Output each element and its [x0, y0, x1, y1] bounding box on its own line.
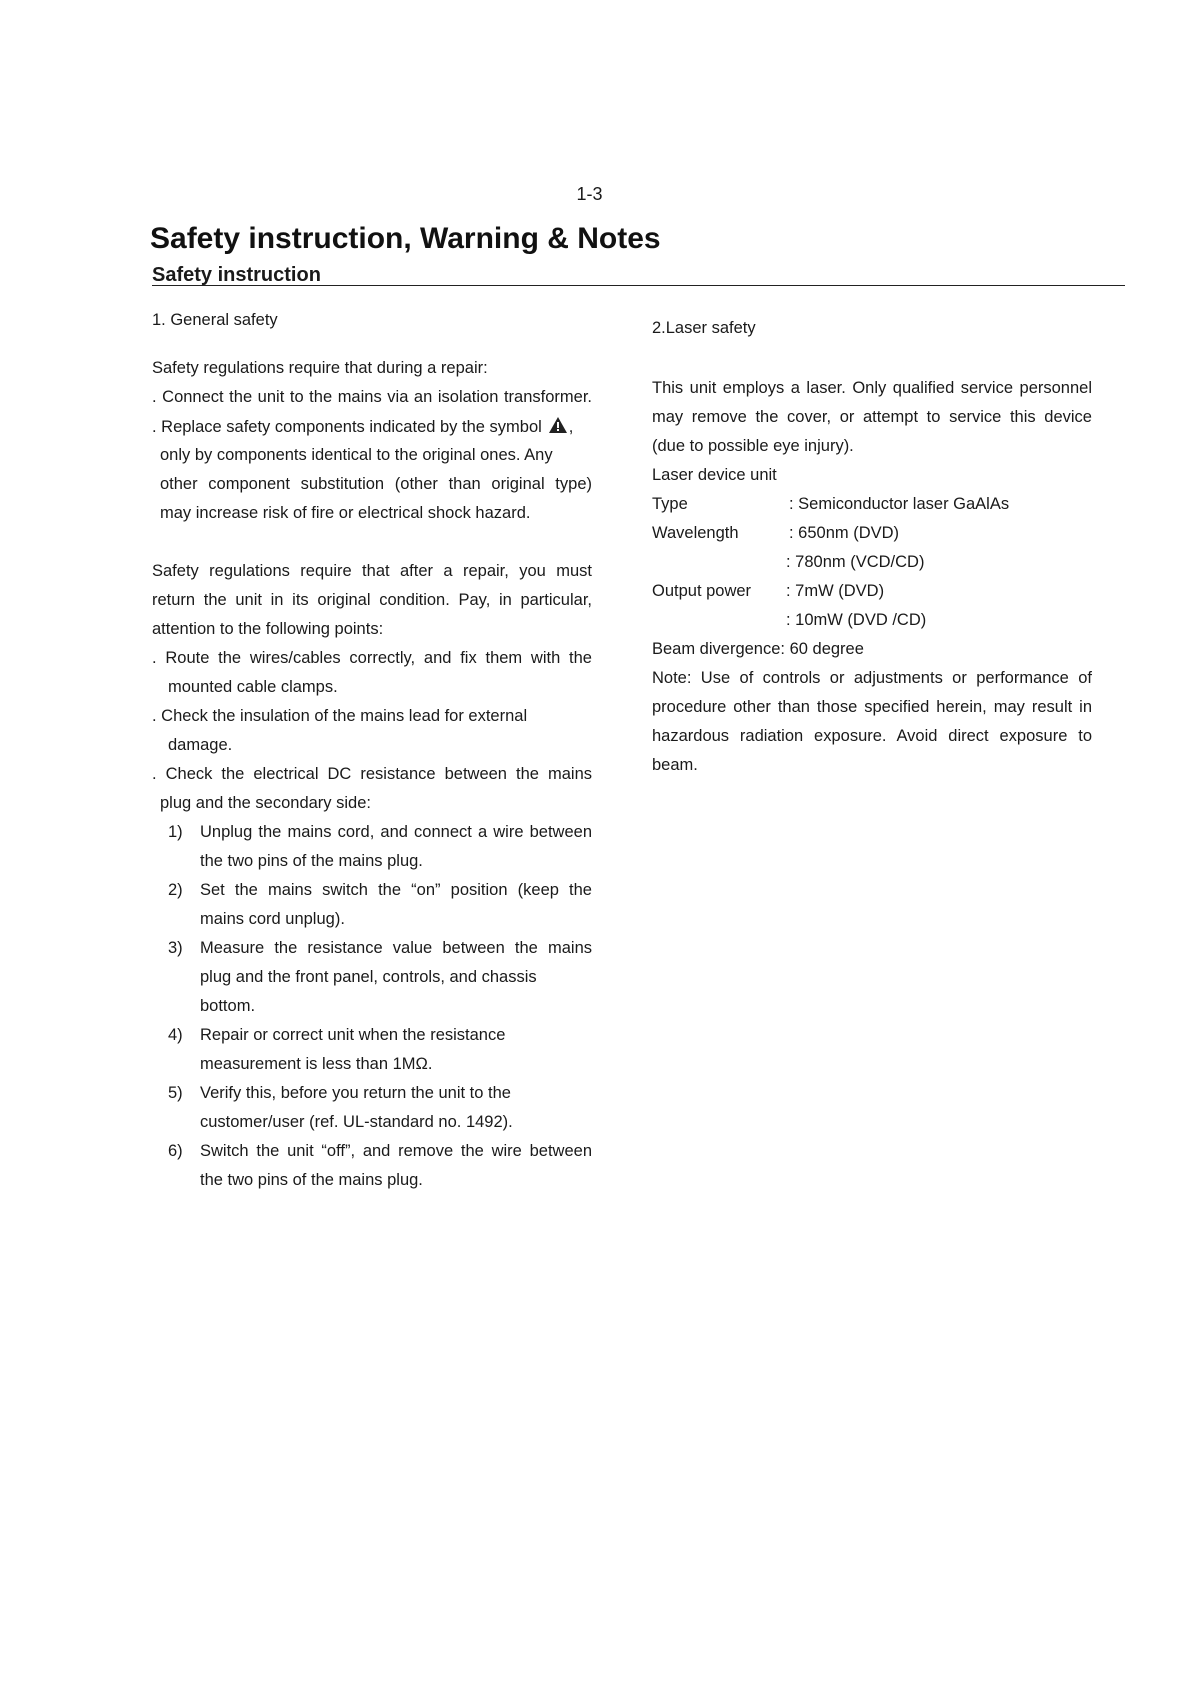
- bullet-safety-components-text: . Replace safety components indicated by the symbol: [152, 418, 542, 436]
- bullet-dc-resistance: . Check the electrical DC resistance between the mains: [152, 765, 592, 783]
- page-title: Safety instruction, Warning & Notes: [150, 222, 661, 255]
- step-text: Verify this, before you return the unit to the: [200, 1084, 511, 1102]
- step-text: Repair or correct unit when the resistance: [200, 1026, 506, 1044]
- spec-power-value: : 10mW (DVD /CD): [786, 611, 927, 629]
- spec-wavelength-label: Wavelength: [652, 524, 739, 542]
- laser-safety-heading: 2.Laser safety: [652, 319, 756, 337]
- step-text: the two pins of the mains plug.: [200, 852, 423, 870]
- after-repair-line3: attention to the following points:: [152, 620, 384, 638]
- section-subtitle: Safety instruction: [152, 264, 321, 286]
- step-text: measurement is less than 1MΩ.: [200, 1055, 433, 1073]
- general-safety-heading: 1. General safety: [152, 311, 278, 329]
- step-number: 6): [168, 1142, 183, 1160]
- laser-intro-line3: (due to possible eye injury).: [652, 437, 854, 455]
- spec-power-label: Output power: [652, 582, 752, 600]
- bullet-isolation-transformer: . Connect the unit to the mains via an isolation transformer.: [152, 388, 592, 406]
- bullet-dc-resistance-line2: plug and the secondary side:: [160, 794, 371, 812]
- spec-beam-divergence: Beam divergence: 60 degree: [652, 640, 864, 658]
- laser-device-unit: Laser device unit: [652, 466, 777, 484]
- general-intro: Safety regulations require that during a repair:: [152, 359, 488, 377]
- laser-note-line1: Note: Use of controls or adjustments or performance of: [652, 669, 1092, 687]
- step-number: 3): [168, 939, 183, 957]
- step-text: Switch the unit “off”, and remove the wire between: [200, 1142, 592, 1160]
- step-text: bottom.: [200, 997, 256, 1015]
- step-text: mains cord unplug).: [200, 910, 345, 928]
- bullet-safety-components: [152, 416, 573, 437]
- bullet-safety-components-line4: may increase risk of fire or electrical shock hazard.: [160, 504, 531, 522]
- step-text: the two pins of the mains plug.: [200, 1171, 423, 1189]
- warning-triangle-icon: [548, 416, 568, 434]
- section-divider: [152, 285, 1125, 286]
- bullet-route-wires-line2: mounted cable clamps.: [168, 678, 338, 696]
- step-text: customer/user (ref. UL-standard no. 1492).: [200, 1113, 513, 1131]
- step-text: Set the mains switch the “on” position (keep the: [200, 881, 592, 899]
- page-number: 1-3: [576, 184, 603, 204]
- step-number: 4): [168, 1026, 183, 1044]
- spec-type-label: Type: [652, 495, 688, 513]
- laser-intro-line1: This unit employs a laser. Only qualified service personnel: [652, 379, 1092, 397]
- spec-wavelength-value: : 650nm (DVD): [789, 524, 900, 542]
- laser-note-line2: procedure other than those specified herein, may result in: [652, 698, 1092, 716]
- bullet-check-insulation: . Check the insulation of the mains lead for external: [152, 707, 528, 725]
- step-number: 1): [168, 823, 183, 841]
- step-text: Measure the resistance value between the mains: [200, 939, 592, 957]
- step-number: 5): [168, 1084, 183, 1102]
- bullet-safety-components-line2: [160, 445, 592, 465]
- spec-wavelength-value: : 780nm (VCD/CD): [786, 553, 925, 571]
- step-text: plug and the front panel, controls, and chassis: [200, 968, 537, 986]
- laser-note-line3: hazardous radiation exposure. Avoid direct exposure to: [652, 727, 1092, 745]
- spec-power-value: : 7mW (DVD): [786, 582, 885, 600]
- bullet-route-wires: . Route the wires/cables correctly, and fix them with the: [152, 649, 592, 667]
- after-repair-line1: Safety regulations require that after a repair, you must: [152, 562, 592, 580]
- step-text: Unplug the mains cord, and connect a wire between: [200, 823, 592, 841]
- after-repair-line2: return the unit in its original condition. Pay, in particular,: [152, 591, 592, 609]
- bullet-comma: ,: [568, 418, 574, 436]
- text-line: only by components identical to the original ones. Any: [160, 446, 553, 464]
- laser-note-line4: beam.: [652, 756, 698, 774]
- step-number: 2): [168, 881, 183, 899]
- bullet-check-insulation-line2: damage.: [168, 736, 233, 754]
- bullet-safety-components-line3: other component substitution (other than original type): [160, 475, 592, 493]
- laser-intro-line2: may remove the cover, or attempt to service this device: [652, 408, 1092, 426]
- spec-type-value: : Semiconductor laser GaAlAs: [789, 495, 1010, 513]
